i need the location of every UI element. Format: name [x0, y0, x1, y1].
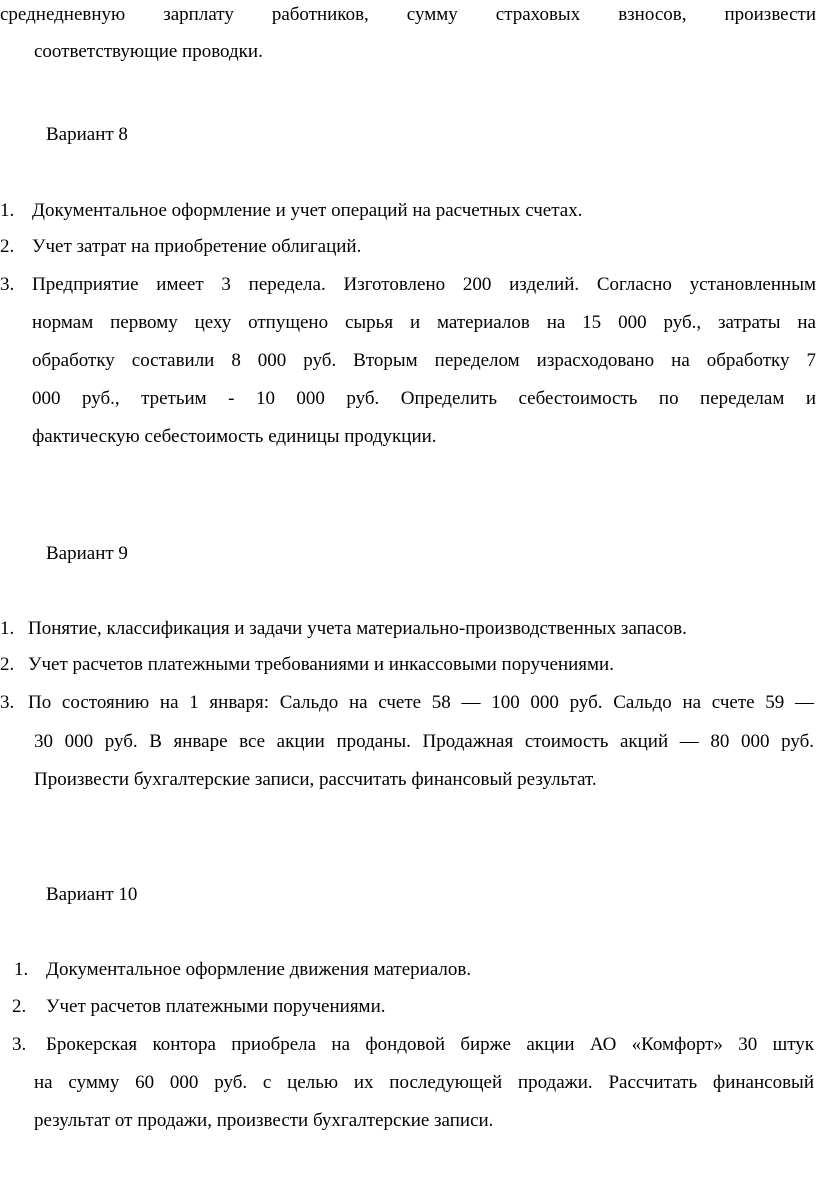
v9-item-3-line-2: 30 000 руб. В январе все акции проданы. Продажная стоимость акций — 80 000 руб. — [34, 731, 814, 752]
variant-8-title: Вариант 8 — [46, 124, 128, 145]
v9-item-1-text: Понятие, классификация и задачи учета материально-производственных запасов. — [28, 618, 687, 639]
v9-item-3-number: 3. — [0, 692, 15, 713]
variant-10-title: Вариант 10 — [46, 884, 138, 905]
v8-item-2-text: Учет затрат на приобретение облигаций. — [32, 236, 362, 257]
v10-item-2-text: Учет расчетов платежными поручениями. — [46, 996, 386, 1017]
v8-item-3-line-2: нормам первому цеху отпущено сырья и материалов на 15 000 руб., затраты на — [32, 312, 816, 333]
v9-item-2-text: Учет расчетов платежными требованиями и инкассовыми поручениями. — [28, 654, 614, 675]
v10-item-3-number: 3. — [12, 1034, 27, 1055]
v8-item-1-text: Документальное оформление и учет операций на расчетных счетах. — [32, 200, 583, 221]
v9-item-3-line-1: По состоянию на 1 января: Сальдо на счете 58 — 100 000 руб. Сальдо на счете 59 — — [28, 692, 814, 713]
v8-item-3-line-5: фактическую себестоимость единицы продукции. — [32, 426, 437, 447]
variant-9-title: Вариант 9 — [46, 543, 128, 564]
v8-item-3-line-4: 000 руб., третьим - 10 000 руб. Определить себестоимость по переделам и — [32, 388, 816, 409]
v10-item-2-number: 2. — [12, 996, 27, 1017]
v9-item-2-number: 2. — [0, 654, 15, 675]
v9-item-1-number: 1. — [0, 618, 15, 639]
intro-line-1: среднедневную зарплату работников, сумму страховых взносов, произвести — [0, 4, 816, 25]
v8-item-3-line-3: обработку составили 8 000 руб. Вторым переделом израсходовано на обработку 7 — [32, 350, 816, 371]
v8-item-2-number: 2. — [0, 236, 15, 257]
v8-item-3-number: 3. — [0, 274, 15, 295]
v10-item-1-text: Документальное оформление движения материалов. — [46, 959, 472, 980]
v8-item-3-line-1: Предприятие имеет 3 передела. Изготовлено 200 изделий. Согласно установленным — [32, 274, 816, 295]
v10-item-3-line-2: на сумму 60 000 руб. с целью их последующей продажи. Рассчитать финансовый — [34, 1072, 814, 1093]
v10-item-3-line-3: результат от продажи, произвести бухгалтерские записи. — [34, 1110, 494, 1131]
v9-item-3-line-3: Произвести бухгалтерские записи, рассчитать финансовый результат. — [34, 769, 597, 790]
intro-line-2: соответствующие проводки. — [34, 41, 263, 62]
v8-item-1-number: 1. — [0, 200, 15, 221]
v10-item-3-line-1: Брокерская контора приобрела на фондовой бирже акции АО «Комфорт» 30 штук — [46, 1034, 814, 1055]
v10-item-1-number: 1. — [14, 959, 29, 980]
